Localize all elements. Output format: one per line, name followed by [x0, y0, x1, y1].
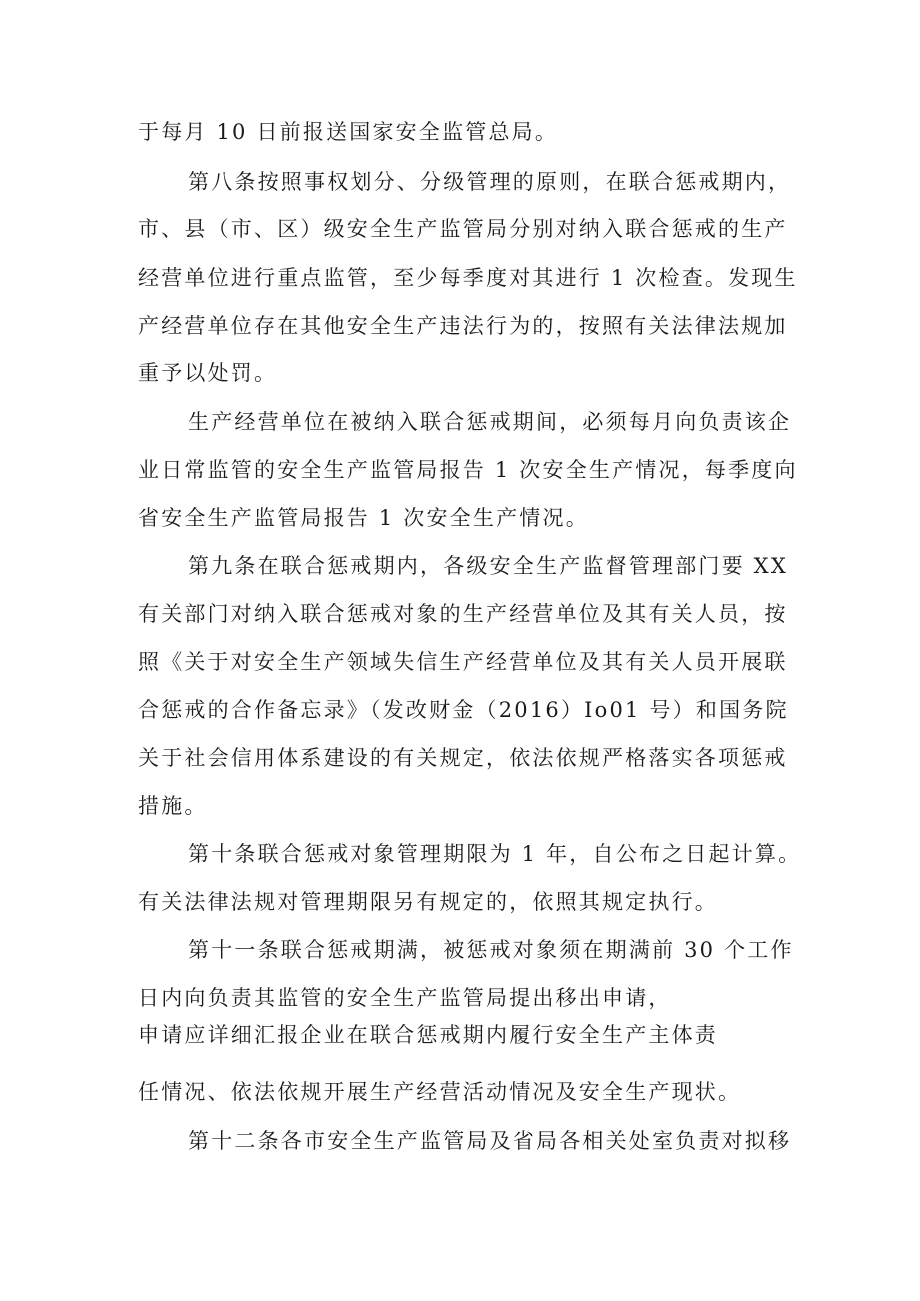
- text-line: 产经营单位存在其他安全生产违法行为的，按照有关法律法规加: [138, 314, 788, 338]
- text-line: 第九条在联合惩戒期内，各级安全生产监督管理部门要 XX: [188, 554, 788, 578]
- text-line: 任情况、依法依规开展生产经营活动情况及安全生产现状。: [138, 1080, 742, 1104]
- text-line: 有关部门对纳入联合惩戒对象的生产经营单位及其有关人员，按: [138, 602, 788, 626]
- text-line: 市、县（市、区）级安全生产监管局分别对纳入联合惩戒的生产: [138, 217, 788, 241]
- text-line: 业日常监管的安全生产监管局报告 1 次安全生产情况，每季度向: [138, 458, 798, 482]
- text-line: 经营单位进行重点监管，至少每季度对其进行 1 次检查。发现生: [138, 266, 798, 290]
- text-line: 申请应详细汇报企业在联合惩戒期内履行安全生产主体责: [138, 1023, 718, 1047]
- text-line: 日内向负责其监管的安全生产监管局提出移出申请，: [138, 986, 672, 1010]
- text-line: 照《关于对安全生产领域失信生产经营单位及其有关人员开展联: [138, 650, 788, 674]
- text-line: 省安全生产监管局报告 1 次安全生产情况。: [138, 506, 589, 530]
- text-line: 措施。: [138, 794, 208, 818]
- text-line: 合惩戒的合作备忘录》（发改财金（2016）Io01 号）和国务院: [138, 698, 789, 722]
- text-line: 生产经营单位在被纳入联合惩戒期间，必须每月向负责该企: [188, 410, 792, 434]
- text-line: 第十一条联合惩戒期满，被惩戒对象须在期满前 30 个工作: [188, 938, 794, 962]
- text-line: 第十二条各市安全生产监管局及省局各相关处室负责对拟移: [188, 1129, 792, 1153]
- text-line: 第十条联合惩戒对象管理期限为 1 年，自公布之日起计算。: [188, 842, 802, 866]
- text-line: 于每月 10 日前报送国家安全监管总局。: [138, 120, 559, 144]
- text-line: 有关法律法规对管理期限另有规定的，依照其规定执行。: [138, 890, 718, 914]
- text-line: 关于社会信用体系建设的有关规定，依法依规严格落实各项惩戒: [138, 746, 788, 770]
- text-line: 第八条按照事权划分、分级管理的原则，在联合惩戒期内，: [188, 170, 792, 194]
- text-line: 重予以处罚。: [138, 361, 278, 385]
